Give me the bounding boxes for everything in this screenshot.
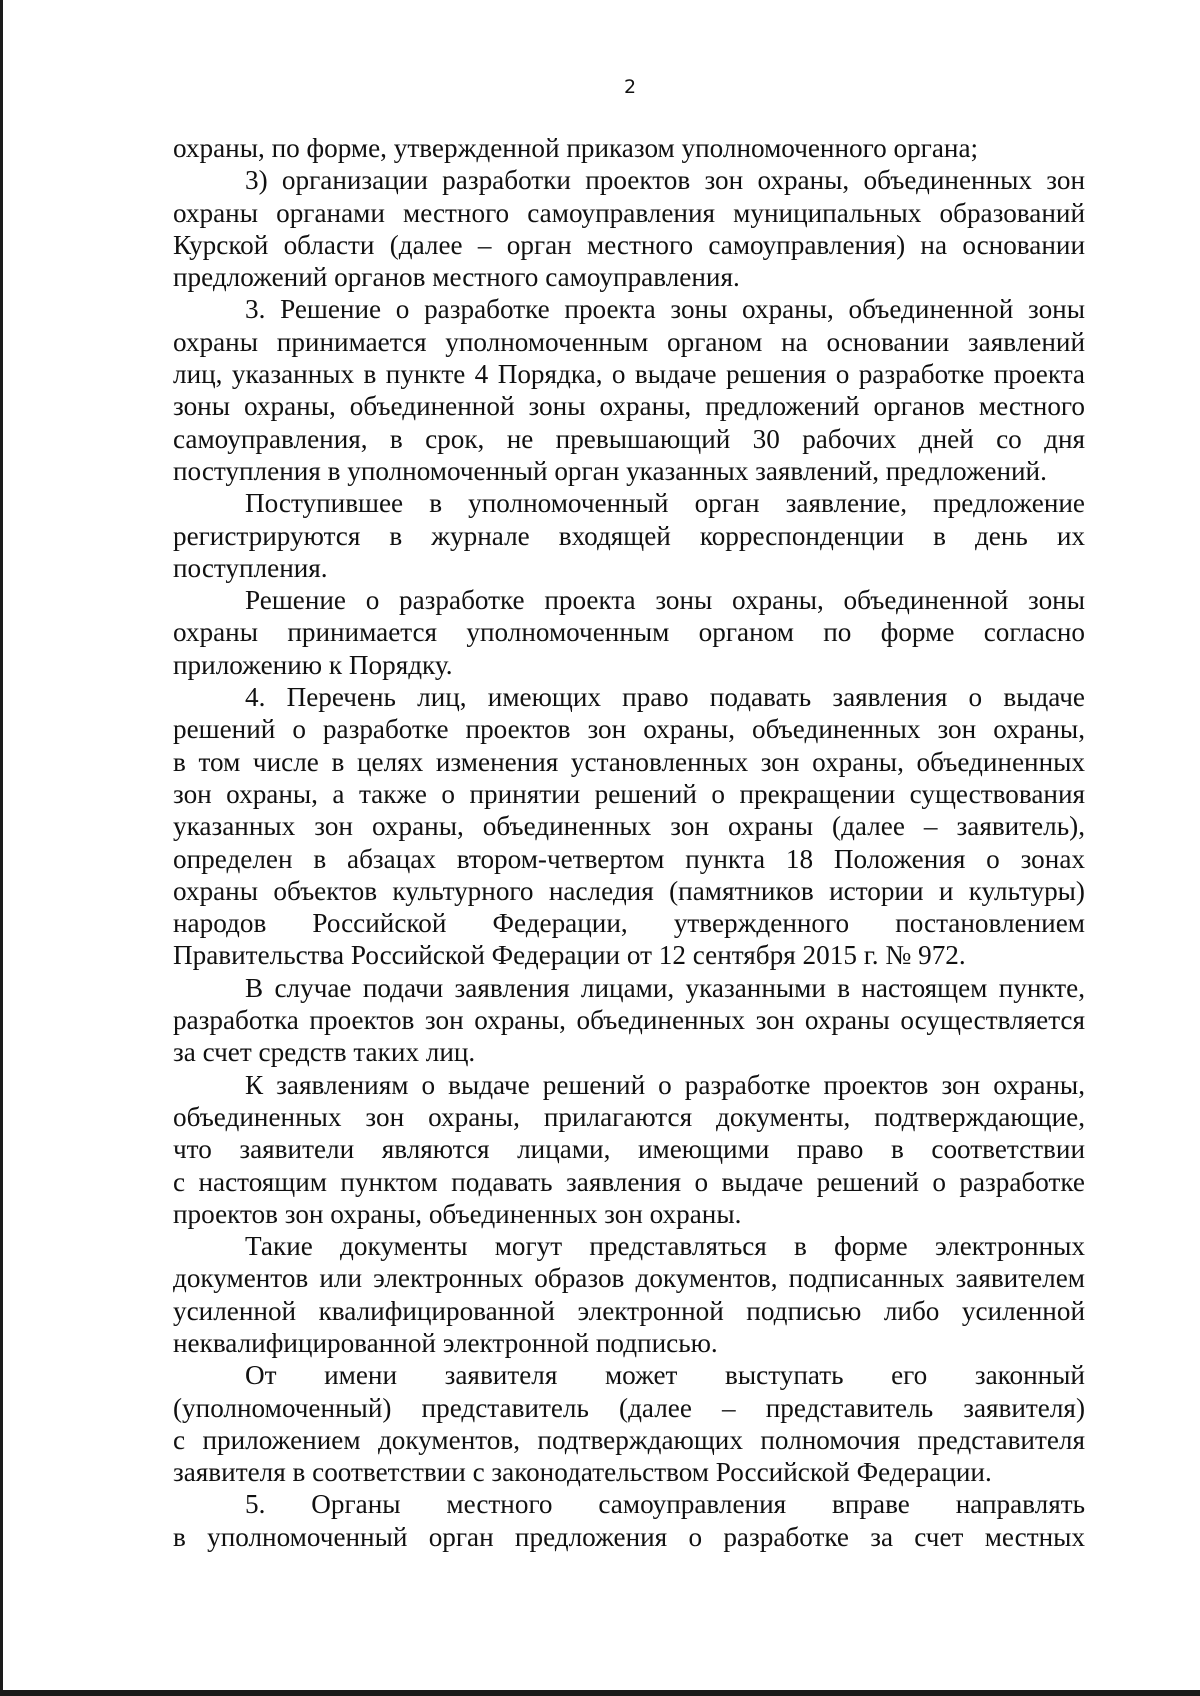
text-line: разработка проектов зон охраны, объединенных зон охраны осуществляется (173, 1005, 1085, 1036)
text-line: Решение о разработке проекта зоны охраны, объединенной зоны (245, 585, 1085, 616)
text-line: заявителя в соответствии с законодательством Российской Федерации. (173, 1457, 992, 1488)
text-line: в уполномоченный орган предложения о разработке за счет местных (173, 1521, 1085, 1552)
text-line: Курской области (далее – орган местного самоуправления) на основании (173, 229, 1085, 260)
text-line: объединенных зон охраны, прилагаются документы, подтверждающие, (173, 1101, 1085, 1132)
text-line: усиленной квалифицированной электронной подписью либо усиленной (173, 1295, 1085, 1326)
text-line: в том числе в целях изменения установленных зон охраны, объединенных (173, 746, 1085, 777)
text-line: К заявлениям о выдаче решений о разработке проектов зон охраны, (245, 1069, 1085, 1100)
text-line: поступления в уполномоченный орган указанных заявлений, предложений. (173, 455, 1047, 486)
text-line: (уполномоченный) представитель (далее – представитель заявителя) (173, 1392, 1085, 1423)
text-line: Такие документы могут представляться в форме электронных (245, 1231, 1085, 1262)
text-line: самоуправления, в срок, не превышающий 30 рабочих дней со дня (173, 423, 1085, 454)
text-line: поступления. (173, 552, 328, 583)
text-line: зон охраны, а также о принятии решений о прекращении существования (173, 778, 1085, 809)
text-line: документов или электронных образов документов, подписанных заявителем (173, 1263, 1085, 1294)
text-line: Правительства Российской Федерации от 12 сентября 2015 г. № 972. (173, 940, 966, 971)
page-edge-left (0, 0, 3, 1696)
text-line: предложений органов местного самоуправления. (173, 262, 740, 293)
text-line: народов Российской Федерации, утвержденного постановлением (173, 908, 1085, 939)
text-line: что заявители являются лицами, имеющими право в соответствии (173, 1134, 1085, 1165)
text-line: От имени заявителя может выступать его законный (245, 1360, 1085, 1391)
text-line: охраны принимается уполномоченным органом на основании заявлений (173, 326, 1085, 357)
text-line: лиц, указанных в пункте 4 Порядка, о выдаче решения о разработке проекта (173, 359, 1085, 390)
text-line: 4. Перечень лиц, имеющих право подавать заявления о выдаче (245, 682, 1085, 713)
text-line: 5. Органы местного самоуправления вправе направлять (245, 1489, 1085, 1520)
text-line: охраны, по форме, утвержденной приказом уполномоченного органа; (173, 133, 979, 163)
text-line: решений о разработке проектов зон охраны, объединенных зон охраны, (173, 714, 1085, 745)
text-line: Поступившее в уполномоченный орган заявление, предложение (245, 488, 1085, 519)
text-line: 3. Решение о разработке проекта зоны охраны, объединенной зоны (245, 294, 1085, 325)
page-edge-bottom (0, 1690, 1200, 1696)
text-line: 3) организации разработки проектов зон охраны, объединенных зон (245, 165, 1085, 196)
text-line: указанных зон охраны, объединенных зон охраны (далее – заявитель), (173, 811, 1085, 842)
text-line: регистрируются в журнале входящей корреспонденции в день их (173, 520, 1085, 551)
text-line: зоны охраны, объединенной зоны охраны, предложений органов местного (173, 391, 1085, 422)
text-line: с настоящим пунктом подавать заявления о выдаче решений о разработке (173, 1166, 1085, 1197)
text-line: приложению к Порядку. (173, 649, 453, 680)
text-line: охраны принимается уполномоченным органом по форме согласно (173, 617, 1085, 648)
text-line: проектов зон охраны, объединенных зон охраны. (173, 1198, 742, 1229)
body-text (173, 132, 1085, 1553)
text-line: охраны объектов культурного наследия (памятников истории и культуры) (173, 875, 1085, 906)
text-line: за счет средств таких лиц. (173, 1037, 476, 1068)
text-line: с приложением документов, подтверждающих полномочия представителя (173, 1424, 1085, 1455)
text-line: неквалифицированной электронной подписью. (173, 1327, 718, 1358)
page-number: 2 (623, 76, 637, 98)
text-line: В случае подачи заявления лицами, указанными в настоящем пункте, (245, 972, 1085, 1003)
text-line: охраны органами местного самоуправления муниципальных образований (173, 197, 1085, 228)
text-line: определен в абзацах втором-четвертом пункта 18 Положения о зонах (173, 843, 1085, 874)
